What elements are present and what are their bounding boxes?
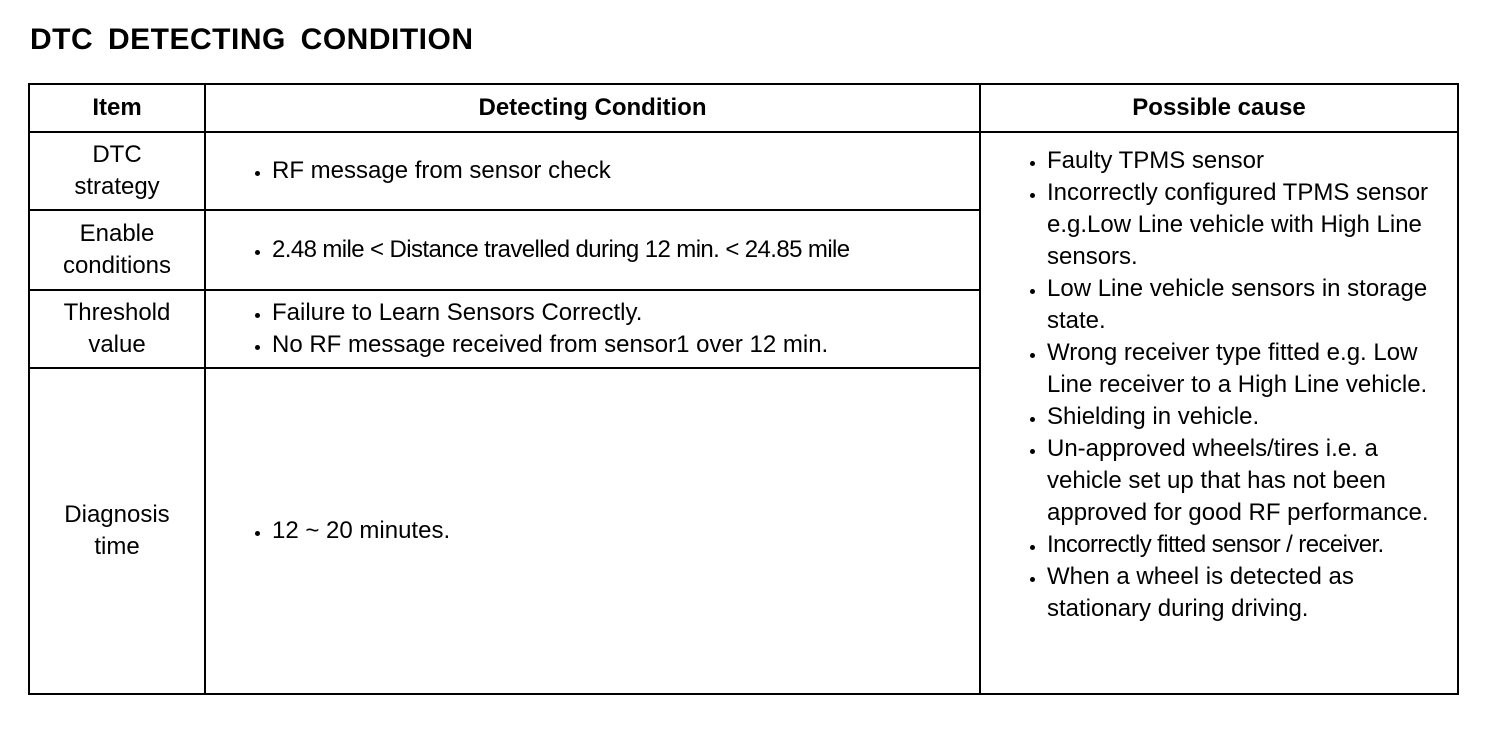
item-cell-dtc-strategy — [29, 132, 205, 210]
list-item: • Un-approved wheels/tires i.e. a vehicle set up that has not been approved for good RF performance. — [1047, 433, 1449, 529]
table-header-row — [29, 84, 1458, 132]
table-row-dtc-strategy — [29, 132, 1458, 210]
condition-list — [244, 515, 969, 547]
item-cell-threshold-value — [29, 290, 205, 368]
possible-cause-cell — [980, 132, 1458, 694]
item-label-line2: strategy — [74, 173, 160, 200]
list-item: • No RF message received from sensor1 over 12 min. — [272, 329, 969, 361]
dtc-condition-table — [28, 83, 1459, 695]
list-item: • 2.48 mile < Distance travelled during 12 min. < 24.85 mile — [272, 234, 969, 266]
item-label-line2: value — [88, 331, 146, 358]
list-item: • RF message from sensor check — [272, 155, 969, 187]
condition-list — [244, 297, 969, 361]
list-item: • Faulty TPMS sensor — [1047, 145, 1449, 177]
item-label-line1: Diagnosis — [64, 501, 170, 528]
list-item: • Shielding in vehicle. — [1047, 401, 1449, 433]
list-item: • Incorrectly fitted sensor / receiver. — [1047, 529, 1449, 561]
item-cell-diagnosis-time — [29, 368, 205, 694]
list-item: • Failure to Learn Sensors Correctly. — [272, 297, 969, 329]
possible-cause-list — [1019, 145, 1449, 625]
item-cell-enable-conditions — [29, 210, 205, 290]
condition-cell-enable-conditions — [205, 210, 980, 290]
header-possible-cause: Possible cause — [980, 84, 1458, 132]
list-item: • 12 ~ 20 minutes. — [272, 515, 969, 547]
page-title: DTC DETECTING CONDITION — [30, 23, 474, 56]
item-label-line1: Enable — [79, 220, 155, 247]
header-item: Item — [29, 84, 205, 132]
condition-list — [244, 155, 969, 187]
item-label-line1: DTC — [92, 141, 142, 168]
list-item: • Low Line vehicle sensors in storage state. — [1047, 273, 1449, 337]
list-item: • Incorrectly configured TPMS sensor e.g.Low Line vehicle with High Line sensors. — [1047, 177, 1449, 273]
list-item: • Wrong receiver type fitted e.g. Low Line receiver to a High Line vehicle. — [1047, 337, 1449, 401]
condition-cell-dtc-strategy — [205, 132, 980, 210]
condition-list — [244, 234, 969, 266]
item-label-line2: conditions — [62, 252, 172, 279]
condition-cell-diagnosis-time — [205, 368, 980, 694]
item-label-line1: Threshold — [63, 299, 171, 326]
condition-cell-threshold-value — [205, 290, 980, 368]
header-detecting-condition: Detecting Condition — [205, 84, 980, 132]
item-label-line2: time — [94, 533, 140, 560]
list-item: • When a wheel is detected as stationary during driving. — [1047, 561, 1449, 625]
